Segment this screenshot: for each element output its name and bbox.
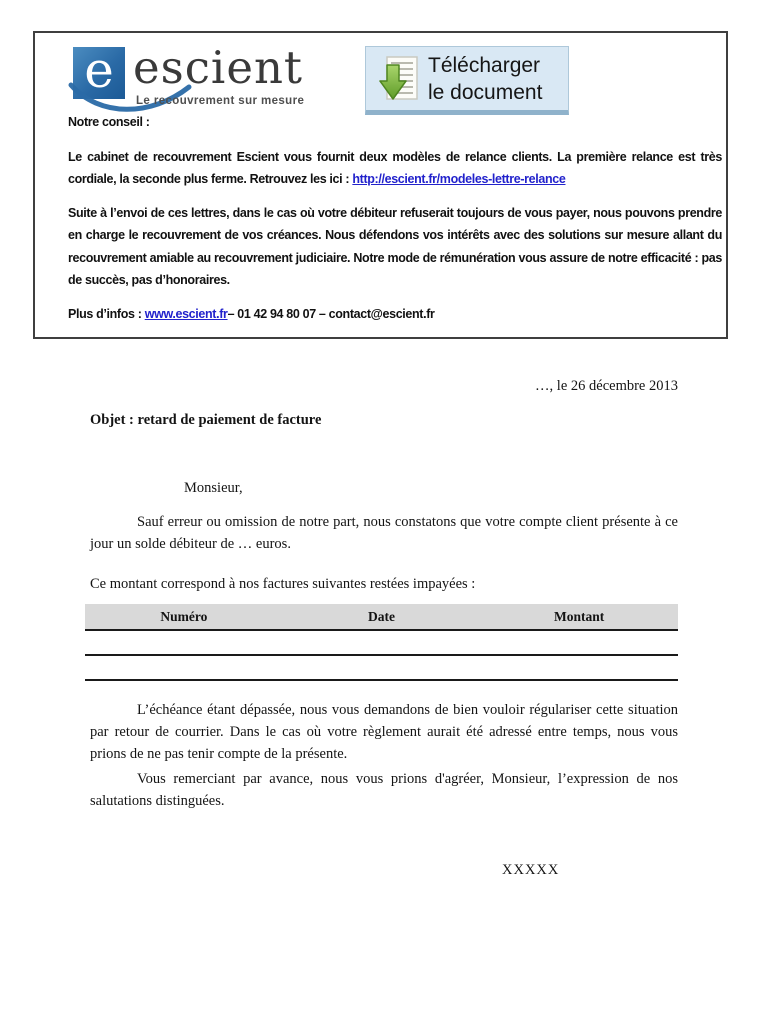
invoice-table-header-row xyxy=(85,604,678,630)
subject-line: Objet : retard de paiement de facture xyxy=(90,412,322,428)
column-header-date: Date xyxy=(283,604,481,630)
table-cell xyxy=(85,655,283,680)
escient-logo xyxy=(73,41,333,117)
column-header-numero: Numéro xyxy=(85,604,283,630)
download-icon xyxy=(374,55,420,103)
table-cell xyxy=(283,655,481,680)
advice-heading: Notre conseil : xyxy=(68,115,150,129)
logo-tagline: Le recouvrement sur mesure xyxy=(136,95,305,107)
website-link[interactable]: www.escient.fr xyxy=(144,306,228,321)
table-cell xyxy=(480,630,678,655)
logo-letter: e xyxy=(84,41,114,99)
letter-body xyxy=(90,375,678,881)
column-header-montant: Montant xyxy=(480,604,678,630)
advice-box xyxy=(33,31,728,339)
invoice-table xyxy=(85,604,678,681)
signature-placeholder: XXXXX xyxy=(502,862,560,878)
advice-text xyxy=(68,111,722,336)
table-cell xyxy=(283,630,481,655)
contact-info-line: Plus d’infos : www.escient.fr– 01 42 94 80 07 – contact@escient.fr xyxy=(68,306,435,321)
advice-paragraph-2: Suite à l’envoi de ces lettres, dans le cas où votre débiteur refuserait toujours de vous payer, nous pouvons prendre en charge le recouvrement de vos créances. Nous défendons vos intérêts avec des solutions sur mesure allant du recouvrement amiable au recouvrement judiciaire. Notre mode de rémunération vous assure de notre efficacité : pas de succès, pas d’honoraires. xyxy=(68,205,722,287)
salutation: Monsieur, xyxy=(184,480,243,496)
models-link[interactable]: http://escient.fr/modeles-lettre-relance xyxy=(352,172,566,186)
logo-wordmark: escient xyxy=(133,41,304,94)
letter-paragraph-3: L’échéance étant dépassée, nous vous demandons de bien vouloir régulariser cette situation par retour de courrier. Dans le cas où votre règlement aurait été adressé entre temps, nous vous prions de ne pas tenir compte de la présente. xyxy=(90,702,678,762)
download-button-label: Télécharger le document xyxy=(428,53,543,104)
download-document-button[interactable] xyxy=(365,46,569,115)
table-row xyxy=(85,655,678,680)
advice-paragraph-1: Le cabinet de recouvrement Escient vous fournit deux modèles de relance clients. La première relance est très cordiale, la seconde plus ferme. Retrouvez les ici : http://escient.fr/modeles-lettre-relance xyxy=(68,149,722,186)
letter-paragraph-4: Vous remerciant par avance, nous vous prions d'agréer, Monsieur, l’expression de nos salutations distinguées. xyxy=(90,771,678,809)
table-row xyxy=(85,630,678,655)
table-cell xyxy=(480,655,678,680)
letter-paragraph-2: Ce montant correspond à nos factures suivantes restées impayées : xyxy=(90,576,476,592)
letter-paragraph-1: Sauf erreur ou omission de notre part, nous constatons que votre compte client présente à ce jour un solde débiteur de … euros. xyxy=(90,514,678,552)
date-line: …, le 26 décembre 2013 xyxy=(535,378,678,394)
table-cell xyxy=(85,630,283,655)
